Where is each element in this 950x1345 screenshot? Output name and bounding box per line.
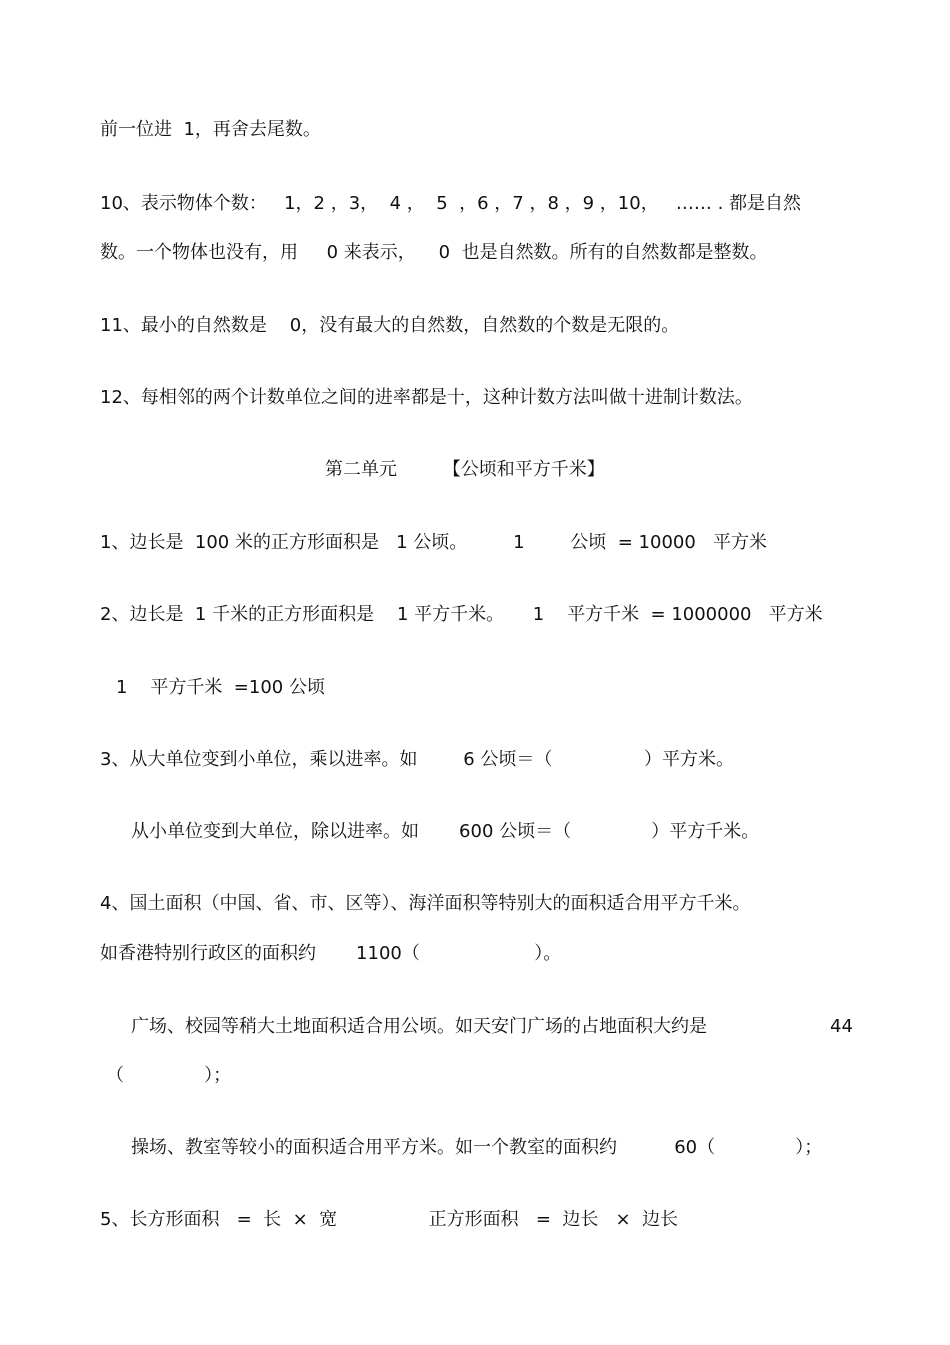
text-line-unit2-item-5: 5、长方形面积 = 长 × 宽 正方形面积 = 边长 × 边长 bbox=[100, 1209, 679, 1230]
text-line-item-10-cont: 数。一个物体也没有，用 0 来表示， 0 也是自然数。所有的自然数都是整数。 bbox=[100, 242, 768, 263]
text-line-item-11: 11、最小的自然数是 0，没有最大的自然数，自然数的个数是无限的。 bbox=[100, 315, 680, 336]
text-line-item-10: 10、表示物体个数： 1，2 ，3， 4 ， 5 ，6 ，7 ，8 ，9 ，10， …… . 都是自然 bbox=[100, 193, 802, 214]
text-line-item-12: 12、每相邻的两个计数单位之间的进率都是十，这种计数方法叫做十进制计数法。 bbox=[100, 387, 753, 408]
text-line-unit2-item-2: 2、边长是 1 千米的正方形面积是 1 平方千米。 1 平方千米 = 1000000 平方米 bbox=[100, 604, 823, 625]
text-line-unit2-item-4-square-value: 44 bbox=[830, 1016, 853, 1037]
text-line-unit2-item-2-cont: 1 平方千米 =100 公顷 bbox=[116, 677, 325, 698]
text-line-unit2-item-1: 1、边长是 100 米的正方形面积是 1 公顷。 1 公顷 = 10000 平方米 bbox=[100, 532, 767, 553]
text-line-unit2-item-3: 3、从大单位变到小单位，乘以进率。如 6 公顷＝（ ）平方米。 bbox=[100, 749, 734, 770]
section-heading: 第二单元 【公顷和平方千米】 bbox=[325, 459, 605, 480]
text-line-unit2-item-4-classroom: 操场、教室等较小的面积适合用平方米。如一个教室的面积约 60（ ）； bbox=[131, 1137, 823, 1158]
text-line-unit2-item-3-cont: 从小单位变到大单位，除以进率。如 600 公顷＝（ ）平方千米。 bbox=[131, 821, 760, 842]
text-line-unit2-item-4-square: 广场、校园等稍大土地面积适合用公顷。如天安门广场的占地面积大约是 bbox=[131, 1016, 707, 1037]
text-line-unit2-item-4-square-blank: （ ）； bbox=[106, 1065, 232, 1086]
text-line-carry-rule: 前一位进 1，再舍去尾数。 bbox=[100, 119, 321, 140]
text-line-unit2-item-4-hongkong: 如香港特别行政区的面积约 1100（ ）。 bbox=[100, 943, 562, 964]
text-line-unit2-item-4: 4、国土面积（中国、省、市、区等）、海洋面积等特别大的面积适合用平方千米。 bbox=[100, 893, 751, 914]
